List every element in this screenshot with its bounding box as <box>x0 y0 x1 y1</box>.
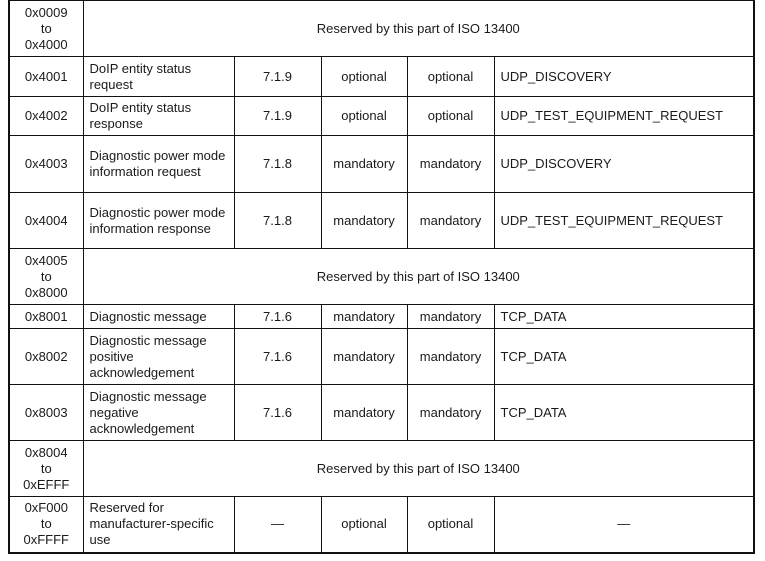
port-cell: TCP_DATA <box>494 305 754 329</box>
support-cell: mandatory <box>321 193 407 249</box>
table-row <box>9 193 754 249</box>
port-cell: UDP_TEST_EQUIPMENT_REQUEST <box>494 193 754 249</box>
support-cell: mandatory <box>321 305 407 329</box>
payload-type-code-cell: 0x0009 to 0x4000 <box>9 1 83 57</box>
table-row <box>9 497 754 553</box>
support-cell: optional <box>321 97 407 136</box>
section-cell: — <box>234 497 321 553</box>
table-row <box>9 329 754 385</box>
support-cell: mandatory <box>407 329 494 385</box>
payload-type-code-cell: 0x8003 <box>9 385 83 441</box>
support-cell: mandatory <box>321 136 407 193</box>
section-cell: 7.1.6 <box>234 385 321 441</box>
table-row <box>9 249 754 305</box>
payload-type-code-cell: 0x4001 <box>9 57 83 97</box>
port-cell: UDP_DISCOVERY <box>494 136 754 193</box>
support-cell: mandatory <box>321 329 407 385</box>
support-cell: mandatory <box>407 385 494 441</box>
support-cell: optional <box>321 497 407 553</box>
reserved-cell: Reserved by this part of ISO 13400 <box>83 1 754 57</box>
payload-type-name-cell: Diagnostic message <box>83 305 234 329</box>
port-cell: TCP_DATA <box>494 329 754 385</box>
support-cell: mandatory <box>407 193 494 249</box>
support-cell: optional <box>407 57 494 97</box>
payload-type-table-container <box>8 0 753 554</box>
payload-type-name-cell: Diagnostic message positive acknowledgement <box>83 329 234 385</box>
port-cell: UDP_TEST_EQUIPMENT_REQUEST <box>494 97 754 136</box>
payload-type-name-cell: Diagnostic message negative acknowledgement <box>83 385 234 441</box>
payload-type-name-cell: DoIP entity status response <box>83 97 234 136</box>
payload-type-code-cell: 0x4005 to 0x8000 <box>9 249 83 305</box>
section-cell: 7.1.6 <box>234 329 321 385</box>
payload-type-name-cell: Diagnostic power mode information response <box>83 193 234 249</box>
payload-type-name-cell: Diagnostic power mode information request <box>83 136 234 193</box>
payload-type-code-cell: 0x4004 <box>9 193 83 249</box>
payload-type-code-cell: 0x4002 <box>9 97 83 136</box>
support-cell: mandatory <box>407 305 494 329</box>
payload-type-code-cell: 0xF000 to 0xFFFF <box>9 497 83 553</box>
section-cell: 7.1.8 <box>234 136 321 193</box>
port-cell: — <box>494 497 754 553</box>
table-row <box>9 1 754 57</box>
table-row <box>9 305 754 329</box>
payload-type-code-cell: 0x8004 to 0xEFFF <box>9 441 83 497</box>
payload-type-code-cell: 0x4003 <box>9 136 83 193</box>
payload-type-name-cell: Reserved for manufacturer-specific use <box>83 497 234 553</box>
support-cell: optional <box>407 97 494 136</box>
payload-type-code-cell: 0x8002 <box>9 329 83 385</box>
section-cell: 7.1.9 <box>234 97 321 136</box>
support-cell: optional <box>407 497 494 553</box>
payload-type-code-cell: 0x8001 <box>9 305 83 329</box>
port-cell: TCP_DATA <box>494 385 754 441</box>
table-row <box>9 385 754 441</box>
payload-type-name-cell: DoIP entity status request <box>83 57 234 97</box>
support-cell: optional <box>321 57 407 97</box>
reserved-cell: Reserved by this part of ISO 13400 <box>83 249 754 305</box>
port-cell: UDP_DISCOVERY <box>494 57 754 97</box>
payload-type-table <box>8 0 755 554</box>
table-row <box>9 97 754 136</box>
section-cell: 7.1.6 <box>234 305 321 329</box>
reserved-cell: Reserved by this part of ISO 13400 <box>83 441 754 497</box>
support-cell: mandatory <box>321 385 407 441</box>
support-cell: mandatory <box>407 136 494 193</box>
table-row <box>9 441 754 497</box>
section-cell: 7.1.8 <box>234 193 321 249</box>
table-row <box>9 136 754 193</box>
section-cell: 7.1.9 <box>234 57 321 97</box>
table-row <box>9 57 754 97</box>
